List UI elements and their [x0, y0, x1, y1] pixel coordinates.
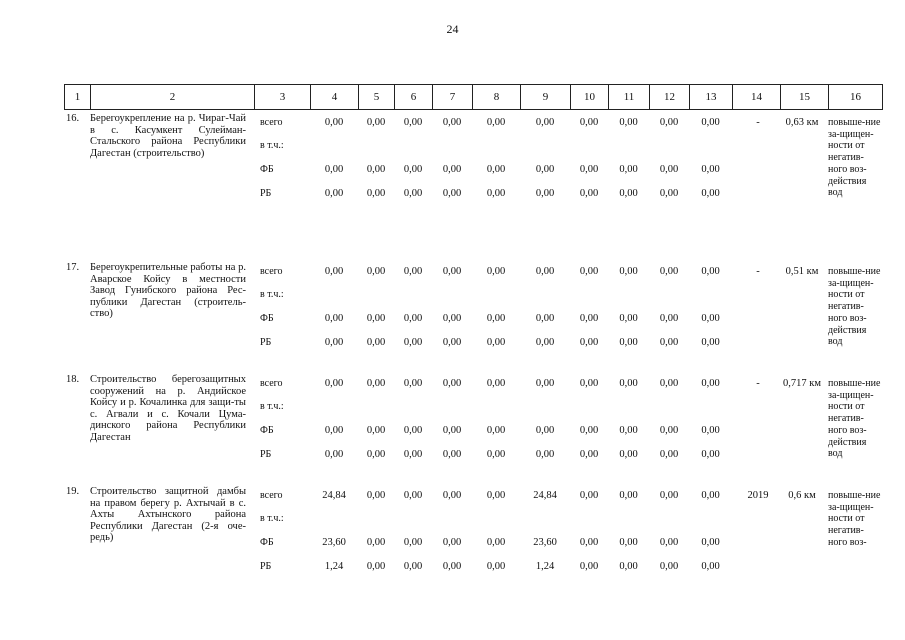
funding-value: 0,00 [486, 537, 506, 548]
funding-value: 0,00 [366, 378, 386, 389]
row-number: 18. [66, 374, 80, 385]
funding-value: 0,00 [324, 164, 344, 175]
funding-value: 0,00 [324, 266, 344, 277]
funding-value: 0,00 [579, 561, 599, 572]
funding-value: 0,00 [579, 378, 599, 389]
funding-value: 1,24 [535, 561, 555, 572]
funding-value: 0,00 [486, 164, 506, 175]
funding-value: 0,00 [486, 378, 506, 389]
funding-source-label: в т.ч.: [260, 140, 284, 151]
funding-value: 0,00 [535, 378, 555, 389]
funding-value: 0,00 [486, 188, 506, 199]
funding-value: 0,00 [403, 449, 423, 460]
funding-value: 0,00 [701, 449, 720, 460]
funding-value: 0,00 [701, 425, 720, 436]
table-header-row [64, 84, 883, 110]
funding-value: 0,00 [366, 164, 386, 175]
funding-value: 0,00 [442, 561, 462, 572]
funding-value: 0,00 [442, 188, 462, 199]
funding-value: 0,00 [442, 490, 462, 501]
funding-value: 0,00 [366, 117, 386, 128]
column-header-6: 6 [395, 85, 433, 109]
funding-value: 0,00 [619, 164, 638, 175]
funding-value: 23,60 [533, 537, 557, 548]
funding-subrow [64, 188, 882, 202]
funding-source-label: всего [260, 266, 283, 277]
funding-value: 0,00 [619, 449, 638, 460]
column-header-13: 13 [690, 85, 733, 109]
funding-value: 0,00 [579, 266, 599, 277]
funding-source-label: всего [260, 378, 283, 389]
funding-subrow [64, 490, 882, 504]
funding-value: 0,00 [486, 490, 506, 501]
expected-result: повыше-ние за-щищен-ности от негатив-ного воз-действия вод [828, 266, 881, 348]
funding-subrow [64, 378, 882, 392]
funding-subrow [64, 513, 882, 527]
funding-value: 0,00 [403, 378, 423, 389]
funding-value: 0,00 [579, 449, 599, 460]
funding-value: 0,00 [659, 188, 679, 199]
completion-year: - [756, 266, 760, 277]
funding-subrow [64, 266, 882, 280]
funding-value: 1,24 [324, 561, 344, 572]
funding-value: 0,00 [535, 313, 555, 324]
funding-value: 0,00 [619, 188, 638, 199]
funding-value: 0,00 [366, 561, 386, 572]
funding-value: 0,00 [486, 337, 506, 348]
funding-value: 0,00 [619, 425, 638, 436]
funding-value: 0,00 [535, 425, 555, 436]
funding-source-label: ФБ [260, 313, 274, 324]
funding-value: 0,00 [403, 164, 423, 175]
funding-value: 0,00 [486, 266, 506, 277]
funding-source-label: всего [260, 117, 283, 128]
funding-value: 24,84 [533, 490, 557, 501]
protection-length: 0,6 км [788, 490, 816, 501]
funding-value: 0,00 [403, 313, 423, 324]
funding-value: 0,00 [659, 537, 679, 548]
column-header-4: 4 [311, 85, 359, 109]
funding-value: 0,00 [659, 561, 679, 572]
protection-length: 0,717 км [783, 378, 821, 389]
funding-value: 0,00 [659, 490, 679, 501]
funding-subrow [64, 289, 882, 303]
funding-subrow [64, 117, 882, 131]
funding-source-label: РБ [260, 337, 272, 348]
funding-value: 0,00 [442, 164, 462, 175]
column-header-8: 8 [473, 85, 521, 109]
funding-value: 0,00 [579, 537, 599, 548]
funding-source-label: ФБ [260, 425, 274, 436]
funding-value: 0,00 [701, 266, 720, 277]
completion-year: - [756, 378, 760, 389]
funding-value: 0,00 [579, 117, 599, 128]
funding-value: 0,00 [535, 188, 555, 199]
funding-subrow [64, 401, 882, 415]
funding-value: 0,00 [579, 164, 599, 175]
funding-subrow [64, 537, 882, 551]
funding-value: 0,00 [442, 117, 462, 128]
column-header-5: 5 [359, 85, 395, 109]
funding-value: 0,00 [366, 537, 386, 548]
funding-value: 0,00 [535, 337, 555, 348]
funding-value: 0,00 [659, 266, 679, 277]
funding-value: 0,00 [701, 490, 720, 501]
funding-value: 0,00 [486, 449, 506, 460]
funding-value: 0,00 [486, 425, 506, 436]
funding-value: 0,00 [324, 425, 344, 436]
funding-source-label: ФБ [260, 164, 274, 175]
funding-value: 0,00 [366, 188, 386, 199]
column-header-1: 1 [65, 85, 91, 109]
page-number: 24 [446, 22, 459, 36]
funding-value: 0,00 [442, 449, 462, 460]
funding-value: 0,00 [403, 266, 423, 277]
funding-value: 0,00 [486, 561, 506, 572]
column-header-11: 11 [609, 85, 650, 109]
funding-value: 0,00 [579, 313, 599, 324]
funding-source-label: в т.ч.: [260, 513, 284, 524]
column-header-12: 12 [650, 85, 690, 109]
funding-value: 0,00 [324, 313, 344, 324]
column-header-10: 10 [571, 85, 609, 109]
funding-value: 0,00 [579, 337, 599, 348]
funding-source-label: РБ [260, 561, 272, 572]
funding-value: 0,00 [535, 449, 555, 460]
row-number: 17. [66, 262, 80, 273]
funding-value: 0,00 [619, 313, 638, 324]
funding-value: 0,00 [324, 337, 344, 348]
funding-value: 0,00 [701, 117, 720, 128]
funding-source-label: ФБ [260, 537, 274, 548]
column-header-16: 16 [829, 85, 883, 109]
funding-value: 0,00 [619, 117, 638, 128]
funding-source-label: в т.ч.: [260, 289, 284, 300]
project-name: Строительство защитной дамбы на правом берегу р. Ахтычай в с. Ахты Ахтынского района Республики Дагестан (2-я оче-редь) [90, 486, 246, 543]
funding-value: 0,00 [486, 313, 506, 324]
funding-value: 0,00 [324, 117, 344, 128]
row-number: 16. [66, 113, 80, 124]
funding-value: 0,00 [366, 449, 386, 460]
funding-value: 0,00 [442, 266, 462, 277]
funding-value: 0,00 [366, 425, 386, 436]
funding-value: 0,00 [701, 188, 720, 199]
funding-value: 0,00 [403, 425, 423, 436]
protection-length: 0,51 км [785, 266, 819, 277]
funding-value: 0,00 [442, 337, 462, 348]
funding-value: 0,00 [701, 164, 720, 175]
project-name: Строительство берегозащитных сооружений на р. Андийское Койсу и р. Кочалинка для защи-ты с. Агвали и с. Кочали Цума-динского района Республики Дагестан [90, 374, 246, 443]
column-header-15: 15 [781, 85, 829, 109]
column-header-2: 2 [91, 85, 255, 109]
expected-result: повыше-ние за-щищен-ности от негатив-ного воз-действия вод [828, 378, 881, 460]
row-number: 19. [66, 486, 80, 497]
column-header-9: 9 [521, 85, 571, 109]
funding-value: 0,00 [701, 378, 720, 389]
funding-value: 24,84 [322, 490, 346, 501]
funding-subrow [64, 449, 882, 463]
funding-value: 0,00 [659, 117, 679, 128]
funding-value: 0,00 [619, 490, 638, 501]
funding-value: 0,00 [619, 266, 638, 277]
funding-value: 0,00 [535, 117, 555, 128]
funding-value: 0,00 [701, 537, 720, 548]
funding-value: 0,00 [442, 313, 462, 324]
funding-value: 0,00 [366, 266, 386, 277]
funding-value: 0,00 [403, 561, 423, 572]
funding-subrow [64, 164, 882, 178]
funding-value: 23,60 [322, 537, 346, 548]
funding-value: 0,00 [579, 490, 599, 501]
funding-value: 0,00 [442, 425, 462, 436]
funding-value: 0,00 [619, 378, 638, 389]
project-name: Берегоукрепление на р. Чираг-Чай в с. Касумкент Сулейман-Стальского района Республики Дагестан (строительство) [90, 113, 246, 159]
completion-year: - [756, 117, 760, 128]
funding-value: 0,00 [366, 313, 386, 324]
funding-subrow [64, 140, 882, 154]
funding-subrow [64, 313, 882, 327]
funding-value: 0,00 [403, 117, 423, 128]
funding-source-label: в т.ч.: [260, 401, 284, 412]
funding-value: 0,00 [579, 188, 599, 199]
funding-value: 0,00 [324, 188, 344, 199]
column-header-14: 14 [733, 85, 781, 109]
funding-value: 0,00 [579, 425, 599, 436]
protection-length: 0,63 км [785, 117, 819, 128]
funding-source-label: всего [260, 490, 283, 501]
funding-value: 0,00 [659, 425, 679, 436]
funding-value: 0,00 [535, 266, 555, 277]
funding-value: 0,00 [659, 378, 679, 389]
funding-value: 0,00 [659, 313, 679, 324]
funding-value: 0,00 [442, 537, 462, 548]
funding-value: 0,00 [535, 164, 555, 175]
column-header-3: 3 [255, 85, 311, 109]
funding-value: 0,00 [619, 337, 638, 348]
column-header-7: 7 [433, 85, 473, 109]
funding-value: 0,00 [486, 117, 506, 128]
funding-subrow [64, 425, 882, 439]
funding-value: 0,00 [619, 561, 638, 572]
funding-source-label: РБ [260, 449, 272, 460]
funding-value: 0,00 [366, 337, 386, 348]
funding-value: 0,00 [442, 378, 462, 389]
funding-value: 0,00 [324, 449, 344, 460]
project-name: Берегоукрепительные работы на р. Аварское Койсу в местности Завод Гунибского района Рес-публики Дагестан (строитель-ство) [90, 262, 246, 319]
completion-year: 2019 [747, 490, 769, 501]
funding-value: 0,00 [403, 537, 423, 548]
funding-value: 0,00 [403, 337, 423, 348]
funding-value: 0,00 [701, 337, 720, 348]
funding-value: 0,00 [403, 490, 423, 501]
expected-result: повыше-ние за-щищен-ности от негатив-ного воз-действия вод [828, 117, 881, 199]
funding-value: 0,00 [659, 337, 679, 348]
funding-value: 0,00 [701, 313, 720, 324]
funding-subrow [64, 561, 882, 575]
funding-value: 0,00 [366, 490, 386, 501]
funding-subrow [64, 337, 882, 351]
funding-source-label: РБ [260, 188, 272, 199]
funding-value: 0,00 [659, 449, 679, 460]
expected-result: повыше-ние за-щищен-ности от негатив-ного воз- [828, 490, 881, 548]
funding-value: 0,00 [659, 164, 679, 175]
funding-value: 0,00 [324, 378, 344, 389]
funding-value: 0,00 [701, 561, 720, 572]
funding-value: 0,00 [619, 537, 638, 548]
funding-value: 0,00 [403, 188, 423, 199]
